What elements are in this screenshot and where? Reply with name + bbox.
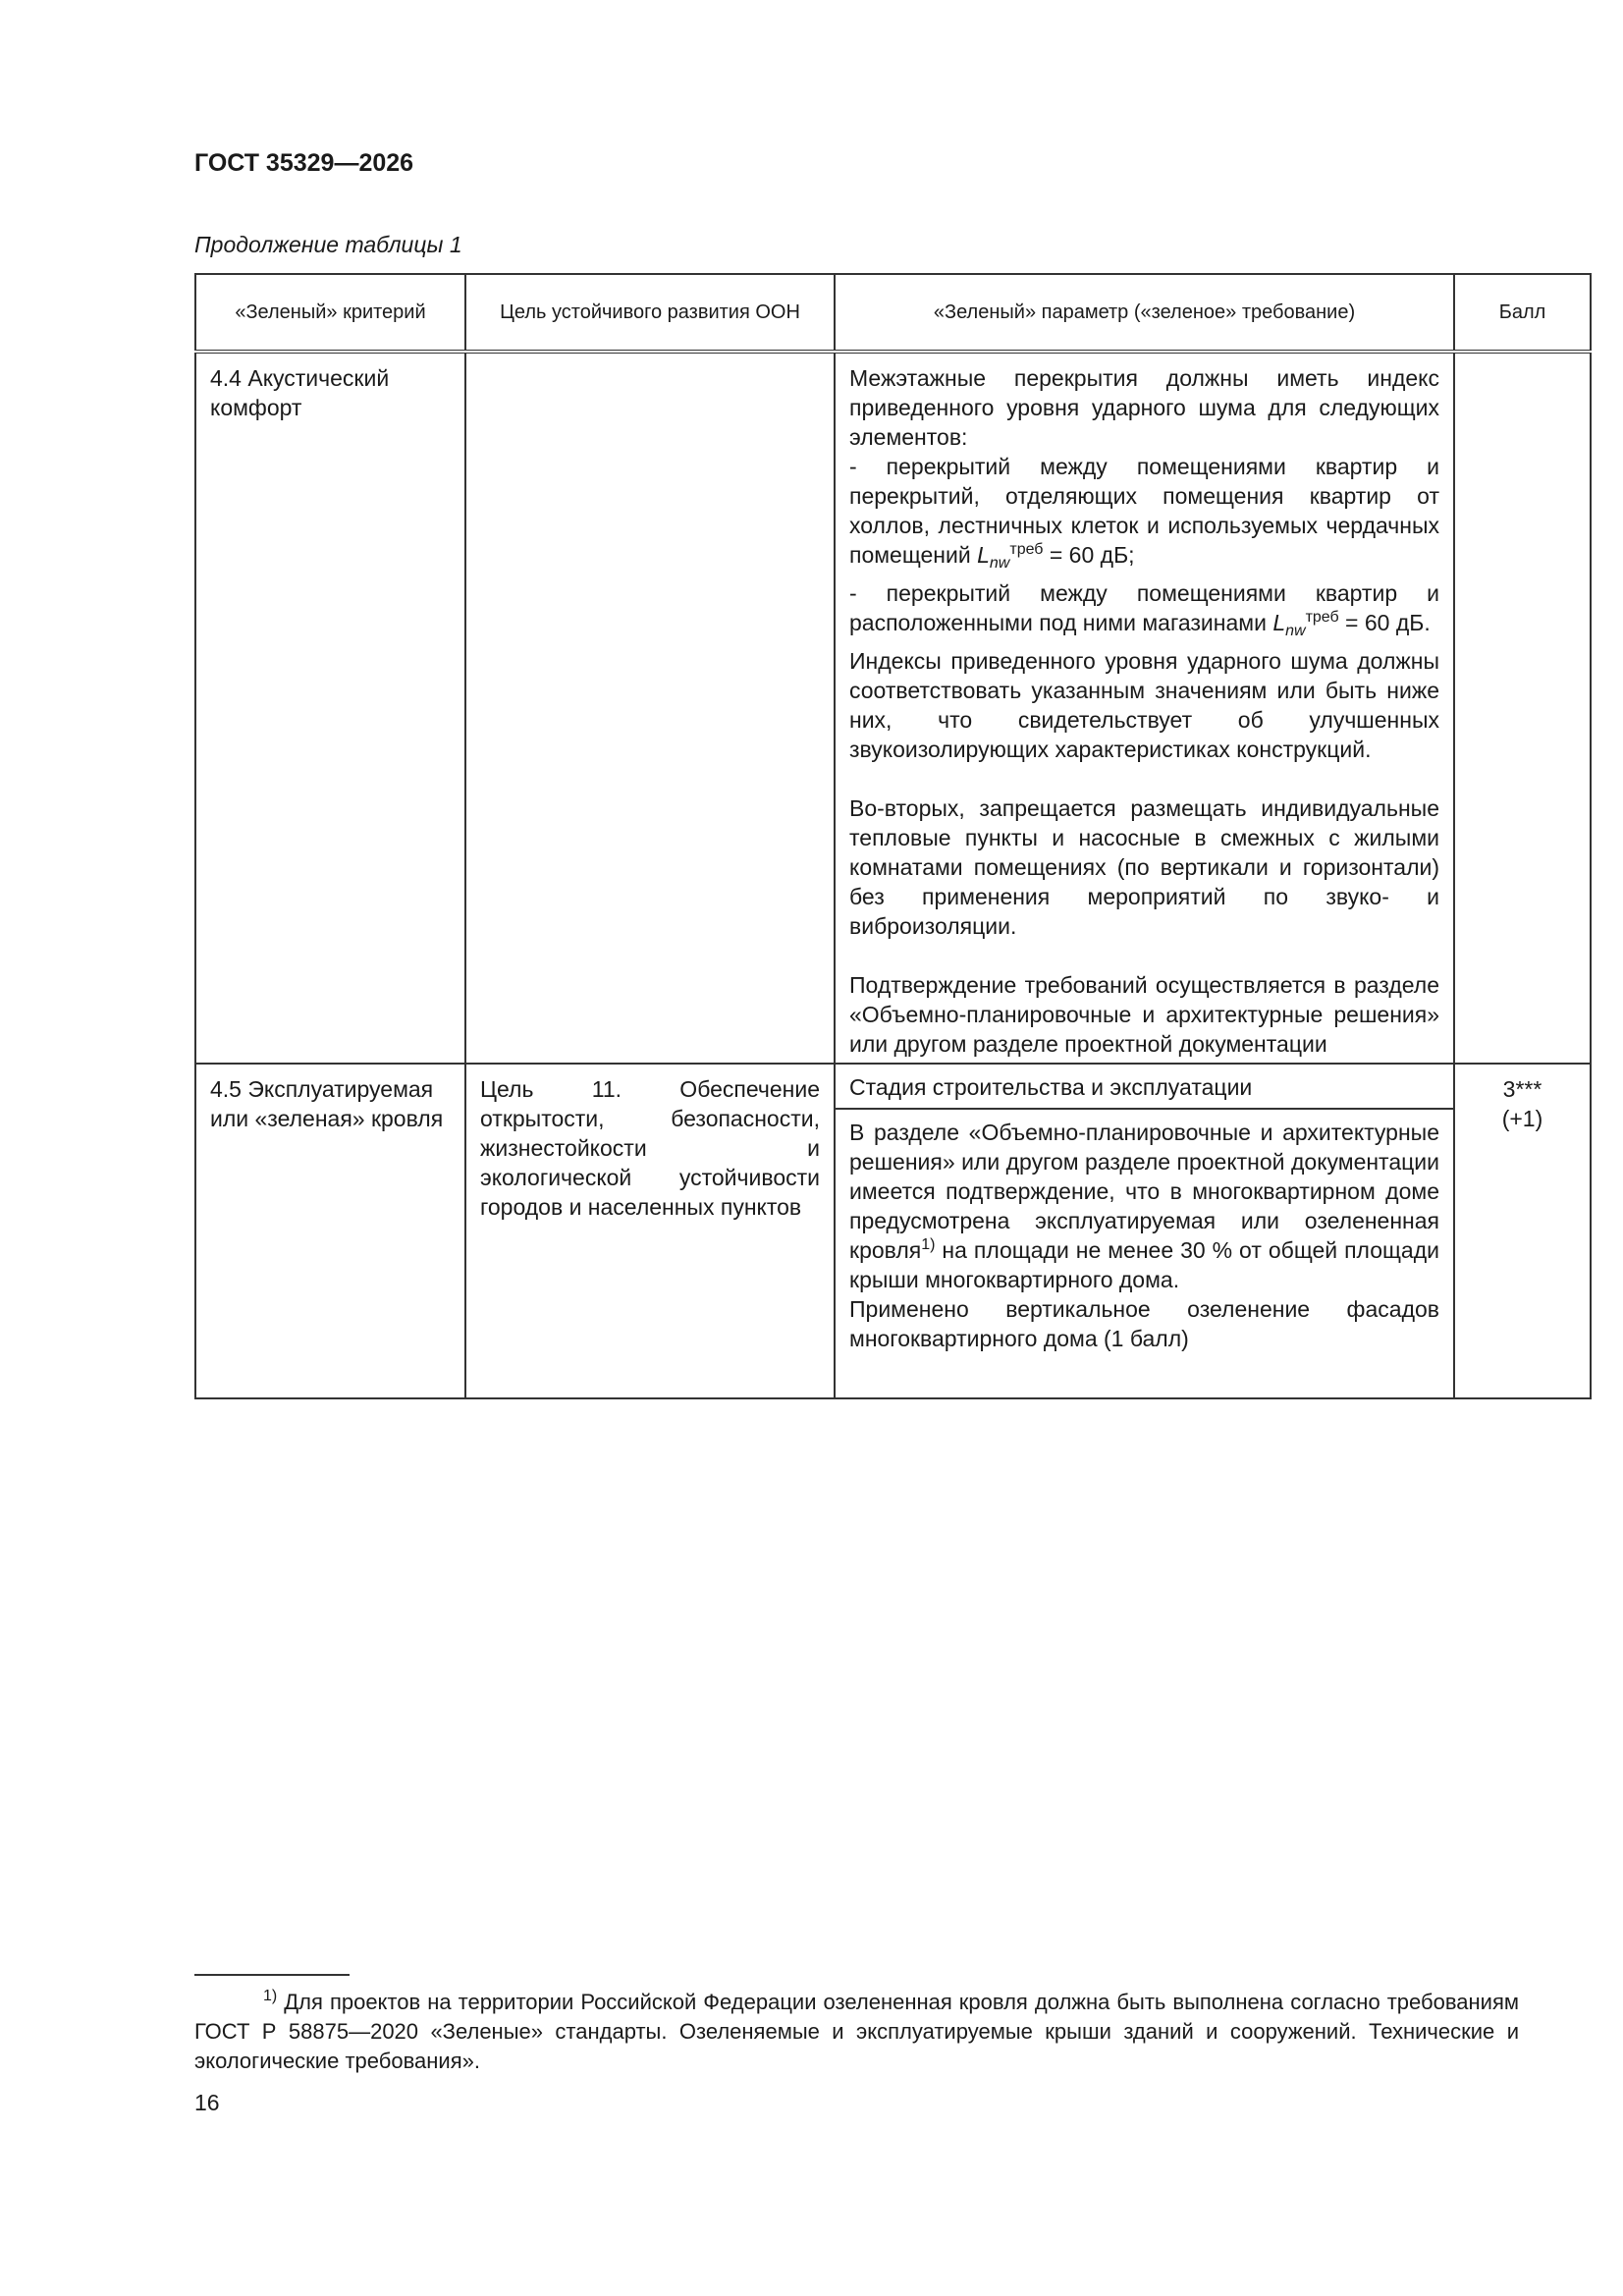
parameter-text-roof-b: на площади не менее 30 % от общей площади крыши многоквартирного дома. (849, 1237, 1439, 1292)
formula-symbol: L (1272, 610, 1286, 635)
goal-cell (465, 352, 835, 1064)
footnote-reference: 1) (921, 1236, 936, 1253)
parameter-text-roof (849, 1110, 1439, 1294)
column-header-score: Балл (1454, 274, 1591, 352)
parameter-text-indices: Индексы приведенного уровня ударного шума должны соответствовать указанным значениям или быть ниже них, что свидетельствует об улучшенных звукоизолирующих характеристиках конструкций. (849, 648, 1439, 762)
goal-cell: Цель 11. Обеспечение открытости, безопасности, жизнестойкости и экологической устойчивости городов и населенных пунктов (465, 1064, 835, 1398)
parameter-text-item2-body: - перекрытий между помещениями квартир и расположенными под ними магазинами (849, 580, 1439, 635)
table-caption: Продолжение таблицы 1 (194, 232, 462, 257)
parameter-cell (835, 352, 1454, 1064)
spacer (849, 764, 1439, 793)
criterion-cell: 4.5 Эксплуатируемая или «зеленая» кровля (195, 1064, 465, 1398)
parameter-cell (835, 1064, 1454, 1398)
column-header-goal: Цель устойчивого развития ООН (465, 274, 835, 352)
spacer (849, 941, 1439, 970)
formula-value: = 60 дБ; (1043, 542, 1135, 568)
formula-subscript: nw (989, 555, 1010, 572)
page-number: 16 (194, 2090, 220, 2115)
formula-symbol: L (977, 542, 990, 568)
score-cell (1454, 352, 1591, 1064)
formula-value: = 60 дБ. (1338, 610, 1431, 635)
footnote-text: Для проектов на территории Российской Федерации озелененная кровля должна быть выполнена согласно требованиям ГОСТ Р 58875—2020 «Зеленые» стандарты. Озеленяемые и эксплуатируемые крыши зданий и сооружений. Технические и экологические требования». (194, 1990, 1519, 2073)
document-id: ГОСТ 35329—2026 (194, 149, 414, 177)
footnote (194, 1988, 1519, 2076)
parameter-text-item1 (849, 452, 1439, 578)
parameter-text-vertical: Применено вертикальное озеленение фасадов многоквартирного дома (1 балл) (849, 1296, 1439, 1351)
parameter-text-confirmation: Подтверждение требований осуществляется в разделе «Объемно-планировочные и архитектурные решения» или другом разделе проектной документации (849, 972, 1439, 1057)
criterion-cell: 4.4 Акустический комфорт (195, 352, 465, 1064)
parameter-text-roof-a: В разделе «Объемно-планировочные и архитектурные решения» или другом разделе проектной документации имеется подтверждение, что в многоквартирном доме предусмотрена эксплуатируемая или озелененная кровля (849, 1120, 1439, 1263)
table-row (195, 352, 1591, 1064)
table-row (195, 1064, 1591, 1398)
score-cell (1454, 1064, 1591, 1398)
column-header-parameter: «Зеленый» параметр («зеленое» требование) (835, 274, 1454, 352)
parameter-text-item2 (849, 578, 1439, 646)
formula-superscript: треб (1009, 541, 1044, 558)
table-header-row (195, 274, 1591, 352)
score-main: 3*** (1502, 1076, 1542, 1102)
footnote-divider (194, 1974, 350, 1976)
criteria-table (194, 273, 1592, 1399)
column-header-criterion: «Зеленый» критерий (195, 274, 465, 352)
score-extra: (+1) (1501, 1106, 1543, 1131)
parameter-text-second: Во-вторых, запрещается размещать индивидуальные тепловые пункты и насосные в смежных с жилыми комнатами помещениях (по вертикали и горизонтали) без применения мероприятий по звуко- и виброизоляции. (849, 795, 1439, 939)
stage-subcell: Стадия строительства и эксплуатации (836, 1065, 1453, 1110)
formula-subscript: nw (1285, 623, 1306, 639)
formula-superscript: треб (1305, 609, 1339, 626)
parameter-text-item1-body: - перекрытий между помещениями квартир и перекрытий, отделяющих помещения квартир от холлов, лестничных клеток и используемых чердачных помещений (849, 454, 1439, 568)
parameter-text-intro: Межэтажные перекрытия должны иметь индекс приведенного уровня ударного шума для следующих элементов: (849, 365, 1439, 450)
footnote-marker: 1) (263, 1988, 278, 2004)
